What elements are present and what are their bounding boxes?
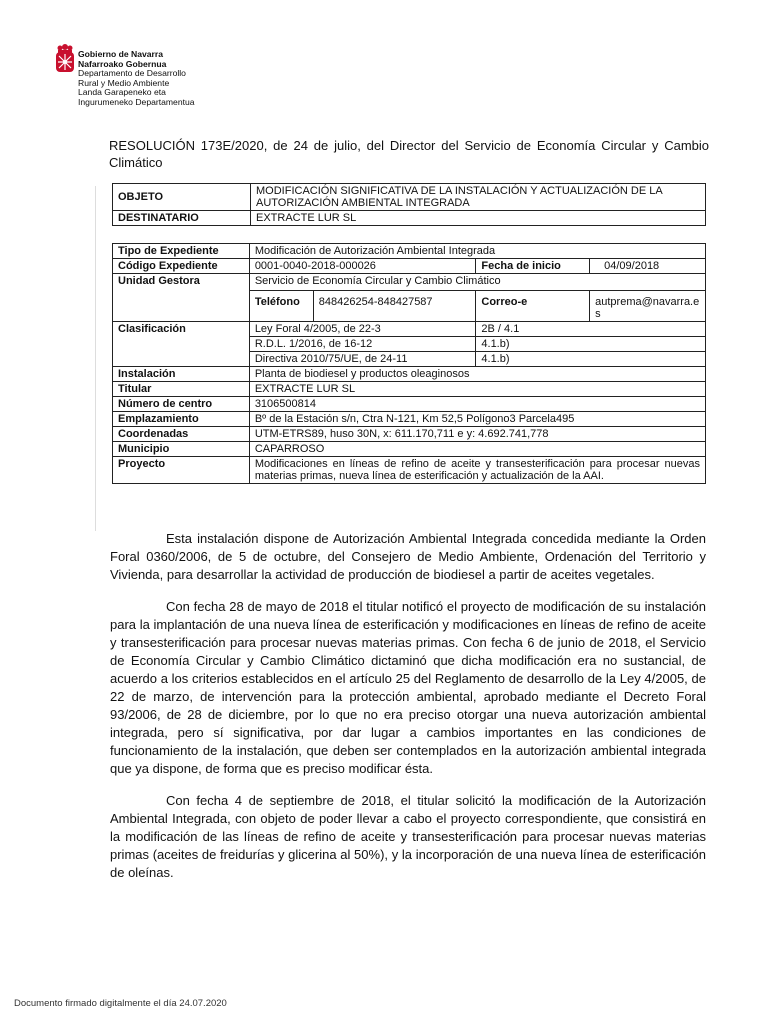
clasificacion-norma: Directiva 2010/75/UE, de 24-11 xyxy=(249,352,476,367)
codigo-label: Código Expediente xyxy=(113,259,250,274)
tipo-label: Tipo de Expediente xyxy=(113,244,250,259)
logo-line: Gobierno de Navarra xyxy=(78,49,164,59)
details-table xyxy=(112,243,706,484)
objeto-label: OBJETO xyxy=(113,184,251,211)
resolution-title: RESOLUCIÓN 173E/2020, de 24 de julio, del Director del Servicio de Economía Circular y Cambio Climático xyxy=(109,138,709,170)
instalacion-value: Planta de biodiesel y productos oleaginosos xyxy=(249,367,705,382)
emplazamiento-value: Bº de la Estación s/n, Ctra N-121, Km 52,5 Polígono3 Parcela495 xyxy=(249,412,705,427)
correo-value: autprema@navarra.es xyxy=(590,291,706,322)
fecha-label: Fecha de inicio xyxy=(476,259,590,274)
titular-value: EXTRACTE LUR SL xyxy=(249,382,705,397)
margin-rule xyxy=(95,186,96,531)
clasificacion-codigo: 4.1.b) xyxy=(476,337,706,352)
codigo-value: 0001-0040-2018-000026 xyxy=(249,259,476,274)
body-paragraph: Esta instalación dispone de Autorización Ambiental Integrada concedida mediante la Orden Foral 0360/2006, de 5 de octubre, del Consejero de Medio Ambiente, Ordenación del Territorio y Vivienda, para desarrollar la actividad de producción de biodiesel a partir de aceites vegetales. xyxy=(110,531,706,582)
telefono-value: 848426254-848427587 xyxy=(313,291,476,322)
logo-line: Rural y Medio Ambiente xyxy=(78,77,170,88)
centro-value: 3106500814 xyxy=(249,397,705,412)
proyecto-label: Proyecto xyxy=(113,457,250,484)
telefono-label: Teléfono xyxy=(249,291,313,322)
municipio-value: CAPARROSO xyxy=(249,442,705,457)
instalacion-label: Instalación xyxy=(113,367,250,382)
clasificacion-codigo: 4.1.b) xyxy=(476,352,706,367)
signature-footer: Documento firmado digitalmente el día 24.07.2020 xyxy=(14,998,227,1009)
coordenadas-label: Coordenadas xyxy=(113,427,250,442)
coat-of-arms-icon xyxy=(54,44,76,74)
municipio-label: Municipio xyxy=(113,442,250,457)
summary-table xyxy=(112,183,706,226)
clasificacion-norma: R.D.L. 1/2016, de 16-12 xyxy=(249,337,476,352)
clasificacion-codigo: 2B / 4.1 xyxy=(476,322,706,337)
emplazamiento-label: Emplazamiento xyxy=(113,412,250,427)
clasificacion-norma: Ley Foral 4/2005, de 22-3 xyxy=(249,322,476,337)
centro-label: Número de centro xyxy=(113,397,250,412)
fecha-value: 04/09/2018 xyxy=(590,259,706,274)
clasificacion-label: Clasificación xyxy=(113,322,250,367)
logo-line: Landa Garapeneko eta xyxy=(78,87,166,98)
unidad-label: Unidad Gestora xyxy=(113,274,250,322)
coordenadas-value: UTM-ETRS89, huso 30N, x: 611.170,711 e y: 4.692.741,778 xyxy=(249,427,705,442)
body-paragraph: Con fecha 4 de septiembre de 2018, el titular solicitó la modificación de la Autorización Ambiental Integrada, con objeto de poder llevar a cabo el proyecto correspondiente, que consistirá en la modificación de las líneas de refino de aceite y transesterificación para procesar nuevas materias primas (aceites de freidurías y glicerina al 50%), y la incorporación de una nueva línea de esterificación de oleínas. xyxy=(110,793,706,880)
destinatario-value: EXTRACTE LUR SL xyxy=(251,211,706,226)
logo-line: Nafarroako Gobernua xyxy=(78,58,167,69)
correo-label: Correo-e xyxy=(476,291,590,322)
tipo-value: Modificación de Autorización Ambiental Integrada xyxy=(249,244,705,259)
objeto-value: MODIFICACIÓN SIGNIFICATIVA DE LA INSTALACIÓN Y ACTUALIZACIÓN DE LA AUTORIZACIÓN AMBIENTAL INTEGRADA xyxy=(251,184,706,211)
proyecto-value: Modificaciones en líneas de refino de aceite y transesterificación para procesar nuevas materias primas, nueva línea de esterificación y actualización de la AAI. xyxy=(249,457,705,484)
unidad-value: Servicio de Economía Circular y Cambio Climático xyxy=(249,274,705,291)
logo-line: Ingurumeneko Departamentua xyxy=(78,96,195,107)
body-paragraph: Con fecha 28 de mayo de 2018 el titular notificó el proyecto de modificación de su instalación para la implantación de una nueva línea de esterificación y modificaciones en líneas de refino de aceite y transesterificación para procesar nuevas materias primas. Con fecha 6 de junio de 2018, el Servicio de Economía Circular y Cambio Climático dictaminó que dicha modificación era no sustancial, de acuerdo a los criterios establecidos en el artículo 25 del Reglamento de desarrollo de la Ley 4/2005, de 22 de marzo, de intervención para la protección ambiental, aprobado mediante el Decreto Foral 93/2006, de 28 de diciembre, por lo que no era preciso otorgar una nueva autorización ambiental integrada, pero sí significativa, por dar lugar a cambios importantes en las condiciones de funcionamiento de la instalación, que deben ser contemplados en la autorización ambiental integrada que ya dispone, de forma que es preciso modificar ésta. xyxy=(110,599,706,776)
destinatario-label: DESTINATARIO xyxy=(113,211,251,226)
logo-line: Departamento de Desarrollo xyxy=(78,68,186,79)
resolution-body xyxy=(110,530,706,896)
titular-label: Titular xyxy=(113,382,250,397)
